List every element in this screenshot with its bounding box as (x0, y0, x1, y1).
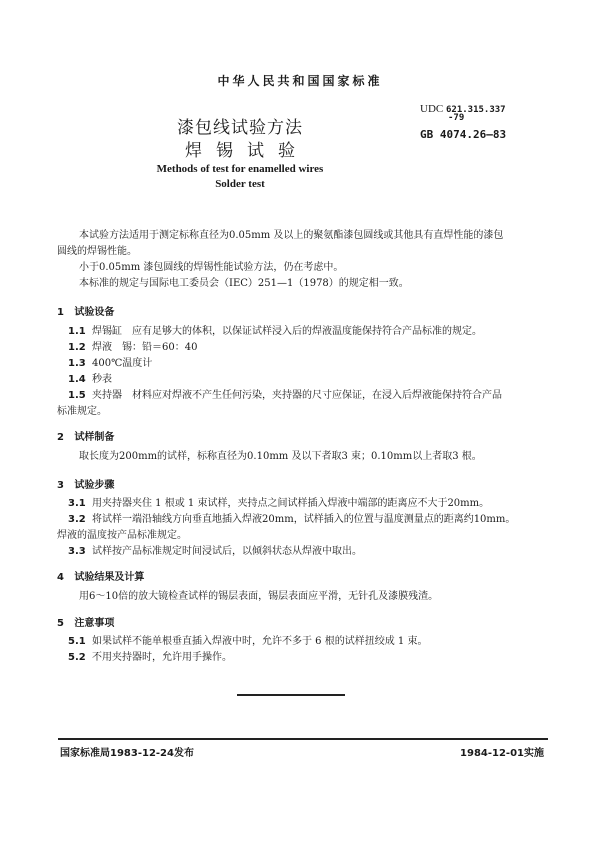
issued-date: 国家标准局1983-12-24发布 (60, 748, 194, 759)
section-5-heading (57, 614, 114, 629)
item-number: 3.3 (68, 546, 86, 557)
section-4-heading (57, 568, 144, 583)
udc-suffix: -79 (448, 113, 465, 123)
item-1-5-cont: 标准规定。 (57, 406, 107, 417)
item-number: 1.1 (68, 326, 86, 337)
section-number: 3 (57, 480, 64, 491)
section-number: 5 (57, 618, 64, 629)
item-number: 5.1 (68, 636, 86, 647)
section-title: 试验设备 (74, 307, 115, 318)
section-4-text: 用6～10倍的放大镜检查试样的锡层表面，锡层表面应平滑，无针孔及漆膜残渣。 (79, 591, 439, 602)
section-title: 试验结果及计算 (74, 572, 145, 583)
section-number: 1 (57, 307, 64, 318)
section-number: 4 (57, 572, 64, 583)
section-title: 注意事项 (74, 618, 115, 629)
item-3-2 (68, 512, 515, 528)
item-text: 如果试样不能单根垂直插入焊液中时，允许不多于 6 根的试样扭绞成 1 束。 (92, 636, 428, 647)
title-chinese-line2: 焊锡试验 (185, 141, 309, 161)
item-1-4 (68, 372, 112, 388)
section-2-text: 取长度为200mm的试样，标称直径为0.10mm 及以下者取3 束；0.10mm以上者取3 根。 (79, 451, 482, 462)
title-english-line2: Solder test (215, 178, 265, 190)
footer-divider (58, 738, 548, 740)
item-5-1 (68, 634, 427, 650)
item-3-3 (68, 544, 362, 560)
item-text: 秒表 (92, 374, 112, 385)
item-text: 将试样一端沿轴线方向垂直地插入焊液20mm，试样插入的位置与温度测量点的距离约10mm。 (92, 514, 516, 525)
section-number: 2 (57, 432, 64, 443)
gb-number: GB 4074.26—83 (420, 128, 507, 141)
intro-paragraph-1: 本试验方法适用于测定标称直径为0.05mm 及以上的聚氨酯漆包圆线或其他具有直焊性能的漆包 (79, 230, 504, 241)
section-1-heading (57, 303, 114, 318)
item-3-2-cont: 焊液的温度按产品标准规定。 (57, 530, 187, 541)
item-number: 3.2 (68, 514, 86, 525)
title-chinese-line1: 漆包线试验方法 (177, 118, 303, 138)
intro-paragraph-1-cont: 圆线的焊锡性能。 (57, 246, 137, 257)
item-1-5 (68, 388, 502, 404)
item-text: 用夹持器夹住 1 根或 1 束试样，夹持点之间试样插入焊液中端部的距离应不大于20mm。 (92, 498, 490, 509)
section-title: 试验步骤 (74, 480, 115, 491)
item-text: 试样按产品标准规定时间浸试后，以倾斜状态从焊液中取出。 (92, 546, 362, 557)
item-number: 1.2 (68, 342, 86, 353)
end-divider (237, 694, 345, 696)
standard-name: 中华人民共和国国家标准 (217, 74, 383, 88)
item-5-2 (68, 650, 232, 666)
item-number: 1.3 (68, 358, 86, 369)
section-3-heading (57, 476, 114, 491)
intro-paragraph-2: 小于0.05mm 漆包圆线的焊锡性能试验方法，仍在考虑中。 (79, 262, 344, 273)
item-number: 5.2 (68, 652, 86, 663)
udc-number: 621.315.337 (445, 105, 506, 115)
section-title: 试样制备 (74, 432, 115, 443)
item-text: 夹持器 材料应对焊液不产生任何污染，夹持器的尺寸应保证，在浸入后焊液能保持符合产品 (92, 390, 502, 401)
item-1-2 (68, 340, 197, 356)
item-1-3 (68, 356, 152, 372)
item-number: 1.5 (68, 390, 86, 401)
item-text: 焊锡缸 应有足够大的体积，以保证试样浸入后的焊液温度能保持符合产品标准的规定。 (92, 326, 482, 337)
item-number: 1.4 (68, 374, 86, 385)
item-3-1 (68, 496, 489, 512)
effective-date: 1984-12-01实施 (460, 748, 544, 759)
item-text: 焊液 锡：铅＝60：40 (92, 342, 198, 353)
item-text: 400℃温度计 (92, 358, 153, 369)
item-number: 3.1 (68, 498, 86, 509)
item-1-1 (68, 324, 482, 340)
item-text: 不用夹持器时，允许用手操作。 (92, 652, 232, 663)
title-english-line1: Methods of test for enamelled wires (156, 163, 324, 175)
section-2-heading (57, 428, 114, 443)
udc-label: UDC (420, 103, 444, 115)
intro-paragraph-3: 本标准的规定与国际电工委员会（IEC）251—1（1978）的规定相一致。 (79, 278, 409, 289)
